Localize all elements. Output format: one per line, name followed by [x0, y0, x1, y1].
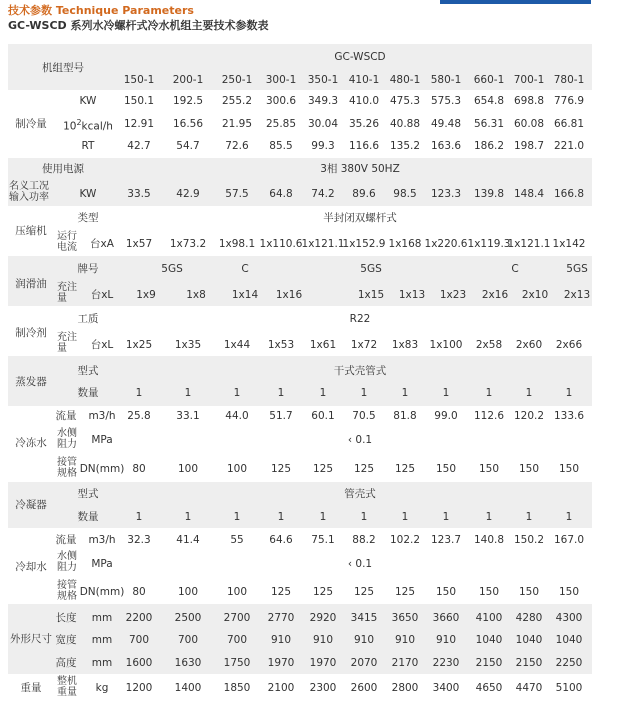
length-5: 2920 — [309, 612, 337, 624]
weight-label: 整机重量 — [57, 676, 77, 698]
lube-charge-4: 1x16 — [275, 289, 303, 301]
table-caption: GC-WSCD 系列水冷螺杆式冷水机组主要技术参数表 — [8, 19, 269, 32]
cooling-pipe-label: 接管规格 — [57, 580, 77, 602]
cooling-pipe-3: 100 — [226, 586, 248, 598]
cooling-flow-2: 41.4 — [176, 534, 200, 546]
lube-brand-1: 5GS — [161, 263, 183, 275]
chilled-flow-9: 112.6 — [473, 410, 505, 422]
compressor-type-value: 半封闭双螺杆式 — [323, 212, 397, 224]
power-supply-value: 3相 380V 50HZ — [320, 163, 400, 175]
rated-input-2: 42.9 — [176, 188, 200, 200]
cooling-kw-unit: KW — [79, 95, 97, 107]
evaporator-qty-10: 1 — [525, 387, 533, 399]
rated-input-3: 57.5 — [225, 188, 249, 200]
chilled-pipe-7: 125 — [394, 463, 416, 475]
chilled-flow-8: 99.0 — [434, 410, 458, 422]
chilled-flow-1: 25.8 — [127, 410, 151, 422]
cooling-rt-3: 72.6 — [225, 140, 249, 152]
length-unit: mm — [91, 612, 113, 624]
height-unit: mm — [91, 657, 113, 669]
evaporator-type-label: 型式 — [77, 365, 99, 377]
cooling-pipe-6: 125 — [353, 586, 375, 598]
weight-11: 5100 — [555, 682, 583, 694]
width-5: 910 — [312, 634, 334, 646]
model-780-1: 780-1 — [553, 74, 585, 86]
cooling-kcal-unit — [63, 117, 113, 133]
height-11: 2250 — [555, 657, 583, 669]
cooling-kcal-10: 60.08 — [513, 118, 545, 130]
height-label: 高度 — [55, 657, 77, 669]
evaporator-qty-3: 1 — [233, 387, 241, 399]
section-title — [8, 4, 194, 18]
cooling-rt-8: 163.6 — [430, 140, 462, 152]
power-supply-label: 使用电源 — [42, 163, 84, 175]
length-2: 2500 — [174, 612, 202, 624]
weight-10: 4470 — [515, 682, 543, 694]
evaporator-qty-label: 数量 — [77, 387, 99, 399]
cooling-resistance-value: ‹ 0.1 — [347, 558, 373, 570]
lube-charge-2: 1x8 — [186, 289, 206, 301]
condenser-qty-10: 1 — [525, 511, 533, 523]
chilled-resistance-value: ‹ 0.1 — [347, 434, 373, 446]
model-660-1: 660-1 — [473, 74, 505, 86]
cooling-water-group-label: 冷却水 — [15, 561, 47, 573]
cooling-kw-7: 475.3 — [389, 95, 421, 107]
section-title-cn: 技术参数 — [8, 4, 52, 17]
lube-charge-5: 1x15 — [357, 289, 385, 301]
height-10: 2150 — [515, 657, 543, 669]
chilled-flow-3: 44.0 — [225, 410, 249, 422]
length-1: 2200 — [125, 612, 153, 624]
model-250-1: 250-1 — [221, 74, 253, 86]
width-1: 700 — [128, 634, 150, 646]
weight-7: 2800 — [391, 682, 419, 694]
cooling-flow-7: 102.2 — [389, 534, 421, 546]
length-4: 2770 — [267, 612, 295, 624]
refrigerant-medium-value: R22 — [349, 313, 371, 325]
rated-input-5: 74.2 — [311, 188, 335, 200]
compressor-current-3: 1x98.1 — [218, 238, 256, 250]
cooling-rt-unit: RT — [81, 140, 95, 152]
chilled-flow-10: 120.2 — [513, 410, 545, 422]
model-label: 机组型号 — [42, 62, 84, 74]
refrigerant-charge-5: 1x61 — [309, 339, 337, 351]
refrigerant-charge-6: 1x72 — [350, 339, 378, 351]
lube-charge-unit: 台xL — [90, 289, 114, 301]
series-name: GC-WSCD — [334, 51, 386, 63]
kcal-unit-exponent: 2 — [76, 118, 82, 127]
condenser-group-label: 冷凝器 — [15, 499, 47, 511]
weight-8: 3400 — [432, 682, 460, 694]
cooling-kw-4: 300.6 — [265, 95, 297, 107]
width-2: 700 — [177, 634, 199, 646]
width-6: 910 — [353, 634, 375, 646]
cooling-kw-3: 255.2 — [221, 95, 253, 107]
compressor-current-11: 1x142 — [552, 238, 586, 250]
cooling-flow-11: 167.0 — [553, 534, 585, 546]
cooling-kcal-5: 30.04 — [307, 118, 339, 130]
rated-input-9: 139.8 — [473, 188, 505, 200]
refrigerant-charge-unit: 台xL — [90, 339, 114, 351]
width-11: 1040 — [555, 634, 583, 646]
compressor-current-5: 1x121.1 — [301, 238, 345, 250]
width-label: 宽度 — [55, 634, 77, 646]
chilled-pipe-6: 125 — [353, 463, 375, 475]
lube-charge-1: 1x9 — [136, 289, 156, 301]
cooling-rt-2: 54.7 — [176, 140, 200, 152]
cooling-kcal-3: 21.95 — [221, 118, 253, 130]
compressor-current-9: 1x119.3 — [467, 238, 511, 250]
lube-brand-5: 5GS — [566, 263, 588, 275]
compressor-group-label: 压缩机 — [15, 225, 47, 237]
cooling-flow-8: 123.7 — [430, 534, 462, 546]
kcal-unit-tail: kcal/h — [81, 120, 113, 133]
rated-input-label: 名义工况输入功率 — [9, 181, 49, 203]
cooling-pipe-9: 150 — [478, 586, 500, 598]
refrigerant-charge-10: 2x60 — [515, 339, 543, 351]
cooling-flow-1: 32.3 — [127, 534, 151, 546]
cooling-resistance-unit: MPa — [91, 558, 113, 570]
chilled-flow-4: 51.7 — [269, 410, 293, 422]
cooling-rt-7: 135.2 — [389, 140, 421, 152]
lube-group-label: 润滑油 — [15, 278, 47, 290]
cooling-resistance-label: 水侧阻力 — [57, 551, 77, 573]
chilled-flow-label: 流量 — [55, 410, 77, 422]
chilled-water-group-label: 冷冻水 — [15, 437, 47, 449]
cooling-rt-1: 42.7 — [127, 140, 151, 152]
compressor-current-2: 1x73.2 — [169, 238, 207, 250]
cooling-kw-11: 776.9 — [553, 95, 585, 107]
height-1: 1600 — [125, 657, 153, 669]
cooling-rt-4: 85.5 — [269, 140, 293, 152]
model-150-1: 150-1 — [123, 74, 155, 86]
cooling-flow-label: 流量 — [55, 534, 77, 546]
compressor-current-4: 1x110.6 — [259, 238, 303, 250]
condenser-qty-3: 1 — [233, 511, 241, 523]
lube-charge-6: 1x13 — [398, 289, 426, 301]
evaporator-type-value: 干式壳管式 — [333, 365, 387, 377]
refrigerant-charge-label: 充注量 — [57, 332, 77, 354]
width-4: 910 — [270, 634, 292, 646]
dimensions-group-label: 外形尺寸 — [10, 633, 52, 645]
lube-charge-9: 2x10 — [521, 289, 549, 301]
cooling-kw-1: 150.1 — [123, 95, 155, 107]
cooling-pipe-11: 150 — [558, 586, 580, 598]
cooling-flow-4: 64.6 — [269, 534, 293, 546]
cooling-kcal-2: 16.56 — [172, 118, 204, 130]
cooling-rt-10: 198.7 — [513, 140, 545, 152]
cooling-kcal-8: 49.48 — [430, 118, 462, 130]
section-title-en: Technique Parameters — [55, 4, 194, 17]
evaporator-qty-4: 1 — [277, 387, 285, 399]
height-6: 2070 — [350, 657, 378, 669]
refrigerant-charge-3: 1x44 — [223, 339, 251, 351]
width-7: 910 — [394, 634, 416, 646]
height-3: 1750 — [223, 657, 251, 669]
evaporator-qty-7: 1 — [401, 387, 409, 399]
rated-input-7: 98.5 — [393, 188, 417, 200]
cooling-kcal-6: 35.26 — [348, 118, 380, 130]
cooling-flow-6: 88.2 — [352, 534, 376, 546]
cooling-flow-3: 55 — [230, 534, 244, 546]
height-9: 2150 — [475, 657, 503, 669]
length-3: 2700 — [223, 612, 251, 624]
compressor-current-8: 1x220.6 — [424, 238, 468, 250]
model-200-1: 200-1 — [172, 74, 204, 86]
length-label: 长度 — [55, 612, 77, 624]
weight-5: 2300 — [309, 682, 337, 694]
weight-3: 1850 — [223, 682, 251, 694]
chilled-pipe-8: 150 — [435, 463, 457, 475]
cooling-rt-9: 186.2 — [473, 140, 505, 152]
rated-input-10: 148.4 — [513, 188, 545, 200]
lube-brand-3: 5GS — [360, 263, 382, 275]
lube-charge-10: 2x13 — [563, 289, 591, 301]
lube-brand-label: 牌号 — [77, 263, 99, 275]
cooling-kcal-4: 25.85 — [265, 118, 297, 130]
cooling-kcal-1: 12.91 — [123, 118, 155, 130]
compressor-current-7: 1x168 — [388, 238, 422, 250]
compressor-type-label: 类型 — [77, 212, 99, 224]
condenser-qty-2: 1 — [184, 511, 192, 523]
condenser-qty-9: 1 — [485, 511, 493, 523]
cooling-pipe-8: 150 — [435, 586, 457, 598]
compressor-current-10: 1x121.1 — [507, 238, 551, 250]
width-8: 910 — [435, 634, 457, 646]
model-580-1: 580-1 — [430, 74, 462, 86]
height-2: 1630 — [174, 657, 202, 669]
condenser-qty-7: 1 — [401, 511, 409, 523]
height-5: 1970 — [309, 657, 337, 669]
length-8: 3660 — [432, 612, 460, 624]
chilled-pipe-5: 125 — [312, 463, 334, 475]
weight-group-label: 重量 — [20, 682, 42, 694]
width-3: 700 — [226, 634, 248, 646]
length-6: 3415 — [350, 612, 378, 624]
condenser-type-label: 型式 — [77, 488, 99, 500]
chilled-pipe-label: 接管规格 — [57, 457, 77, 479]
evaporator-qty-2: 1 — [184, 387, 192, 399]
cooling-kw-10: 698.8 — [513, 95, 545, 107]
refrigerant-charge-7: 1x83 — [391, 339, 419, 351]
cooling-group-label: 制冷量 — [15, 118, 47, 130]
chilled-pipe-9: 150 — [478, 463, 500, 475]
cooling-flow-9: 140.8 — [473, 534, 505, 546]
condenser-qty-8: 1 — [442, 511, 450, 523]
width-10: 1040 — [515, 634, 543, 646]
refrigerant-charge-4: 1x53 — [267, 339, 295, 351]
weight-6: 2600 — [350, 682, 378, 694]
model-700-1: 700-1 — [513, 74, 545, 86]
rated-input-4: 64.8 — [269, 188, 293, 200]
width-9: 1040 — [475, 634, 503, 646]
compressor-current-unit: 台xA — [90, 238, 114, 250]
height-4: 1970 — [267, 657, 295, 669]
weight-4: 2100 — [267, 682, 295, 694]
cooling-pipe-unit: DN(mm) — [79, 586, 125, 598]
header-band — [8, 44, 592, 90]
rated-input-8: 123.3 — [430, 188, 462, 200]
condenser-qty-5: 1 — [319, 511, 327, 523]
refrigerant-charge-8: 1x100 — [429, 339, 463, 351]
evaporator-qty-11: 1 — [565, 387, 573, 399]
compressor-current-1: 1x57 — [125, 238, 153, 250]
chilled-flow-5: 60.1 — [311, 410, 335, 422]
cooling-pipe-1: 80 — [132, 586, 146, 598]
refrigerant-group-label: 制冷剂 — [15, 327, 47, 339]
cooling-kw-6: 410.0 — [348, 95, 380, 107]
cooling-kw-9: 654.8 — [473, 95, 505, 107]
cooling-kw-8: 575.3 — [430, 95, 462, 107]
chilled-resistance-unit: MPa — [91, 434, 113, 446]
cooling-kcal-7: 40.88 — [389, 118, 421, 130]
lube-charge-label: 充注量 — [57, 282, 77, 304]
weight-1: 1200 — [125, 682, 153, 694]
evaporator-qty-1: 1 — [135, 387, 143, 399]
evaporator-group-label: 蒸发器 — [15, 376, 47, 388]
model-300-1: 300-1 — [265, 74, 297, 86]
cooling-rt-11: 221.0 — [553, 140, 585, 152]
cooling-kw-2: 192.5 — [172, 95, 204, 107]
evaporator-qty-9: 1 — [485, 387, 493, 399]
width-unit: mm — [91, 634, 113, 646]
chilled-flow-11: 133.6 — [553, 410, 585, 422]
length-10: 4280 — [515, 612, 543, 624]
chilled-pipe-unit: DN(mm) — [79, 463, 125, 475]
cooling-flow-5: 75.1 — [311, 534, 335, 546]
chilled-flow-6: 70.5 — [352, 410, 376, 422]
cooling-kcal-11: 66.81 — [553, 118, 585, 130]
model-480-1: 480-1 — [389, 74, 421, 86]
refrigerant-medium-label: 工质 — [77, 313, 99, 325]
cooling-kw-5: 349.3 — [307, 95, 339, 107]
compressor-current-label: 运行电流 — [57, 231, 77, 253]
height-8: 2230 — [432, 657, 460, 669]
chilled-resistance-label: 水侧阻力 — [57, 428, 77, 450]
chilled-pipe-11: 150 — [558, 463, 580, 475]
weight-9: 4650 — [475, 682, 503, 694]
cooling-pipe-7: 125 — [394, 586, 416, 598]
weight-unit: kg — [95, 682, 109, 694]
condenser-qty-label: 数量 — [77, 511, 99, 523]
chilled-pipe-10: 150 — [518, 463, 540, 475]
chilled-pipe-1: 80 — [132, 463, 146, 475]
condenser-qty-1: 1 — [135, 511, 143, 523]
height-7: 2170 — [391, 657, 419, 669]
cooling-pipe-5: 125 — [312, 586, 334, 598]
rated-input-unit: KW — [79, 188, 97, 200]
condenser-qty-11: 1 — [565, 511, 573, 523]
evaporator-qty-8: 1 — [442, 387, 450, 399]
cooling-pipe-2: 100 — [177, 586, 199, 598]
condenser-type-value: 管壳式 — [344, 488, 376, 500]
lube-charge-3: 1x14 — [231, 289, 259, 301]
chilled-flow-7: 81.8 — [393, 410, 417, 422]
length-9: 4100 — [475, 612, 503, 624]
model-350-1: 350-1 — [307, 74, 339, 86]
condenser-qty-4: 1 — [277, 511, 285, 523]
length-7: 3650 — [391, 612, 419, 624]
compressor-current-6: 1x152.9 — [342, 238, 386, 250]
weight-2: 1400 — [174, 682, 202, 694]
refrigerant-charge-1: 1x25 — [125, 339, 153, 351]
cooling-kcal-9: 56.31 — [473, 118, 505, 130]
lube-brand-4: C — [511, 263, 519, 275]
cooling-flow-unit: m3/h — [88, 534, 116, 546]
kcal-unit-base: 10 — [63, 120, 77, 133]
chilled-pipe-4: 125 — [270, 463, 292, 475]
evaporator-qty-6: 1 — [360, 387, 368, 399]
length-11: 4300 — [555, 612, 583, 624]
chilled-pipe-3: 100 — [226, 463, 248, 475]
evaporator-qty-5: 1 — [319, 387, 327, 399]
condenser-qty-6: 1 — [360, 511, 368, 523]
cooling-flow-10: 150.2 — [513, 534, 545, 546]
cooling-rt-5: 99.3 — [311, 140, 335, 152]
model-410-1: 410-1 — [348, 74, 380, 86]
top-accent-bar — [440, 0, 591, 4]
rated-input-6: 89.6 — [352, 188, 376, 200]
cooling-pipe-10: 150 — [518, 586, 540, 598]
cooling-rt-6: 116.6 — [348, 140, 380, 152]
refrigerant-charge-11: 2x66 — [555, 339, 583, 351]
rated-input-1: 33.5 — [127, 188, 151, 200]
refrigerant-charge-9: 2x58 — [475, 339, 503, 351]
lube-charge-7: 1x23 — [439, 289, 467, 301]
chilled-flow-unit: m3/h — [88, 410, 116, 422]
lube-charge-8: 2x16 — [481, 289, 509, 301]
chilled-pipe-2: 100 — [177, 463, 199, 475]
cooling-pipe-4: 125 — [270, 586, 292, 598]
refrigerant-charge-2: 1x35 — [174, 339, 202, 351]
chilled-flow-2: 33.1 — [176, 410, 200, 422]
rated-input-11: 166.8 — [553, 188, 585, 200]
lube-brand-2: C — [241, 263, 249, 275]
